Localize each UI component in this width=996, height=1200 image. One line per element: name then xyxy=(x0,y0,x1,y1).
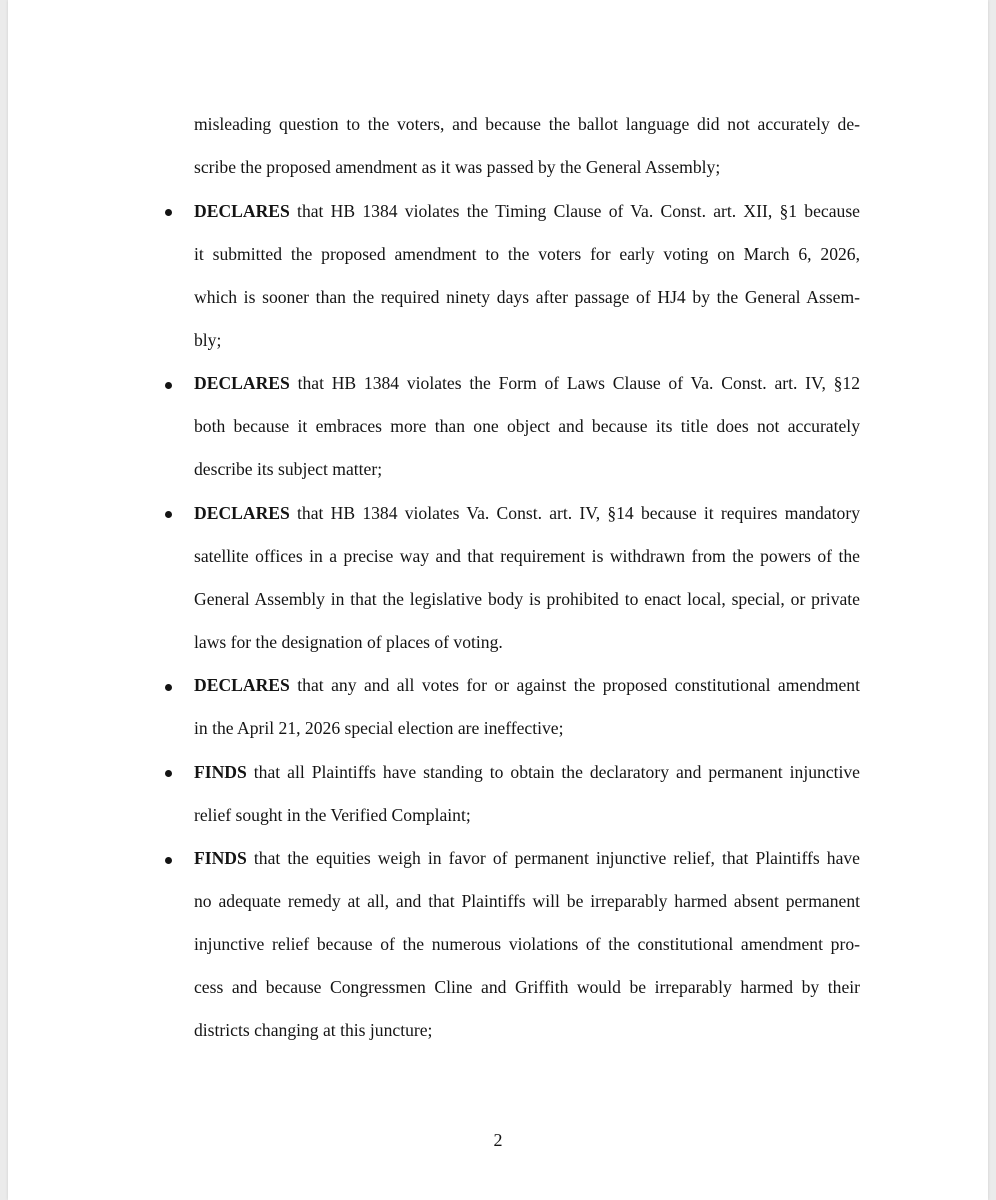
list-item-2-line-3: describe its subject matter; xyxy=(194,459,383,479)
list-item-6-line-4: cess and because Congressmen Cline and Griffith would be irreparably harmed by their xyxy=(194,977,860,997)
continuation-line-1: misleading question to the voters, and because the ballot language did not accurately de- xyxy=(194,114,860,134)
document-page xyxy=(8,0,988,1200)
list-item-1-line-2: it submitted the proposed amendment to the voters for early voting on March 6, 2026, xyxy=(194,244,860,264)
item-keyword: FINDS xyxy=(194,762,247,782)
list-item-6-line-5: districts changing at this juncture; xyxy=(194,1020,433,1040)
list-item-3-line-2: satellite offices in a precise way and that requirement is withdrawn from the powers of the xyxy=(194,546,860,566)
list-item-3-line-3: General Assembly in that the legislative body is prohibited to enact local, special, or private xyxy=(194,589,860,609)
item-keyword: DECLARES xyxy=(194,675,290,695)
list-item-3-line-1: DECLARES that HB 1384 violates Va. Const. art. IV, §14 because it requires mandatory xyxy=(194,503,860,523)
item-keyword: FINDS xyxy=(194,848,247,868)
list-item-6-line-3: injunctive relief because of the numerous violations of the constitutional amendment pro- xyxy=(194,934,860,954)
list-item-2-line-2: both because it embraces more than one object and because its title does not accurately xyxy=(194,416,860,436)
list-item-3-line-4: laws for the designation of places of voting. xyxy=(194,632,503,652)
item-keyword: DECLARES xyxy=(194,503,290,523)
list-item-1-line-1: DECLARES that HB 1384 violates the Timing Clause of Va. Const. art. XII, §1 because xyxy=(194,201,860,221)
bullet-icon xyxy=(164,510,174,520)
list-item-1-line-4: bly; xyxy=(194,330,222,350)
continuation-line-2: scribe the proposed amendment as it was passed by the General Assembly; xyxy=(194,157,721,177)
list-item-1-line-3: which is sooner than the required ninety days after passage of HJ4 by the General Assem- xyxy=(194,287,860,307)
item-keyword: DECLARES xyxy=(194,201,290,221)
bullet-icon xyxy=(164,856,174,866)
bullet-icon xyxy=(164,381,174,391)
list-item-4-line-2: in the April 21, 2026 special election are ineffective; xyxy=(194,718,564,738)
bullet-icon xyxy=(164,208,174,218)
item-keyword: DECLARES xyxy=(194,373,290,393)
bullet-icon xyxy=(164,769,174,779)
list-item-6-line-2: no adequate remedy at all, and that Plaintiffs will be irreparably harmed absent permanent xyxy=(194,891,860,911)
list-item-2-line-1: DECLARES that HB 1384 violates the Form of Laws Clause of Va. Const. art. IV, §12 xyxy=(194,373,860,393)
bullet-icon xyxy=(164,683,174,693)
list-item-4-line-1: DECLARES that any and all votes for or against the proposed constitutional amendment xyxy=(194,675,860,695)
list-item-5-line-2: relief sought in the Verified Complaint; xyxy=(194,805,471,825)
list-item-5-line-1: FINDS that all Plaintiffs have standing to obtain the declaratory and permanent injunctive xyxy=(194,762,860,782)
list-item-6-line-1: FINDS that the equities weigh in favor of permanent injunctive relief, that Plaintiffs have xyxy=(194,848,860,868)
page-number: 2 xyxy=(493,1130,503,1150)
